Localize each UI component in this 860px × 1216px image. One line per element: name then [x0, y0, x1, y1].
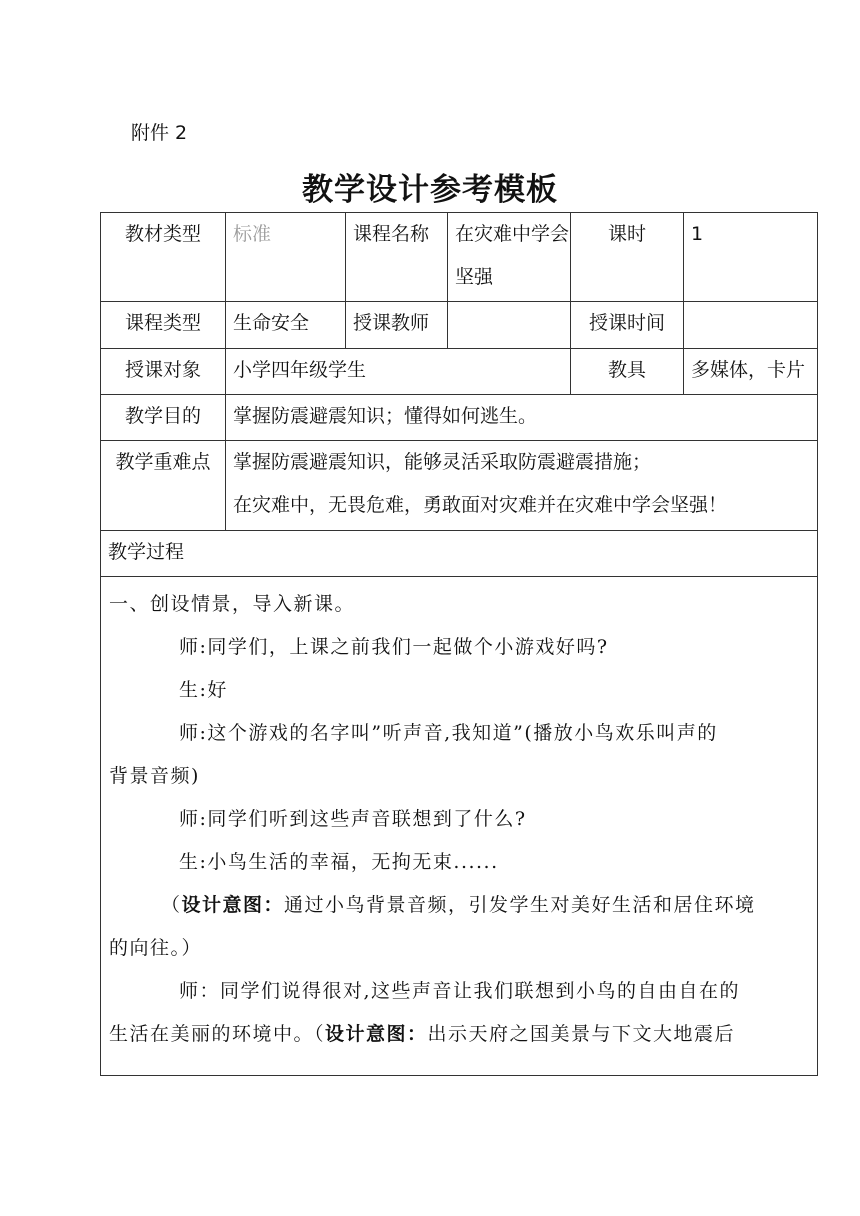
key-points-value	[226, 441, 818, 531]
dialogue-line: 师:同学们，上课之前我们一起做个小游戏好吗?	[179, 636, 609, 658]
material-type-label: 教材类型	[101, 213, 226, 302]
audience-value: 小学四年级学生	[226, 349, 571, 395]
dialogue-text: 生活在美丽的环境中。（	[109, 1023, 326, 1045]
audience-label: 授课对象	[101, 349, 226, 395]
table-row	[101, 349, 818, 395]
table-row	[101, 213, 818, 302]
dialogue-line-continued: 背景音频)	[109, 765, 200, 787]
material-type-value: 标准	[226, 213, 346, 302]
dialogue-line: 师：同学们说得很对,这些声音让我们联想到小鸟的自由自在的	[179, 980, 741, 1002]
aids-label: 教具	[571, 349, 684, 395]
period-label: 课时	[571, 213, 684, 302]
dialogue-line: 生:好	[179, 679, 228, 701]
table-row	[101, 577, 818, 1076]
lesson-design-table	[100, 212, 818, 1076]
design-intent-label: 设计意图：	[181, 894, 285, 916]
objective-label: 教学目的	[101, 395, 226, 441]
course-name-label: 课程名称	[346, 213, 448, 302]
design-intent-continued: 的向往。）	[109, 937, 203, 959]
key-points-label: 教学重难点	[101, 441, 226, 531]
table-row	[101, 531, 818, 577]
dialogue-line-continued	[109, 1013, 809, 1056]
table-row	[101, 441, 818, 531]
objective-value: 掌握防震避震知识；懂得如何逃生。	[226, 395, 818, 441]
process-content	[101, 577, 818, 1076]
design-intent-note	[109, 884, 809, 927]
attachment-label: 附件 2	[131, 122, 188, 144]
paren-open: （	[161, 894, 182, 916]
dialogue-line: 生:小鸟生活的幸福，无拘无束......	[179, 851, 499, 873]
time-value	[684, 302, 818, 349]
page-title: 教学设计参考模板	[302, 172, 558, 208]
teacher-label: 授课教师	[346, 302, 448, 349]
section-heading: 一、创设情景，导入新课。	[109, 593, 356, 615]
period-value: 1	[684, 213, 818, 302]
course-name-value: 在灾难中学会坚强	[448, 213, 571, 302]
key-points-line-2: 在灾难中，无畏危难，勇敢面对灾难并在灾难中学会坚强！	[233, 494, 728, 516]
dialogue-line: 师:同学们听到这些声音联想到了什么?	[179, 808, 527, 830]
course-type-label: 课程类型	[101, 302, 226, 349]
teacher-value	[448, 302, 571, 349]
design-intent-text: 通过小鸟背景音频，引发学生对美好生活和居住环境	[284, 894, 756, 916]
dialogue-line: 师:这个游戏的名字叫”听声音,我知道”(播放小鸟欢乐叫声的	[179, 722, 718, 744]
process-label: 教学过程	[101, 531, 818, 577]
table-row	[101, 302, 818, 349]
table-row	[101, 395, 818, 441]
key-points-line-1: 掌握防震避震知识，能够灵活采取防震避震措施；	[233, 451, 652, 473]
course-type-value: 生命安全	[226, 302, 346, 349]
design-intent-label: 设计意图：	[325, 1023, 428, 1045]
aids-value: 多媒体，卡片	[684, 349, 818, 395]
time-label: 授课时间	[571, 302, 684, 349]
design-intent-text: 出示天府之国美景与下文大地震后	[427, 1023, 736, 1045]
